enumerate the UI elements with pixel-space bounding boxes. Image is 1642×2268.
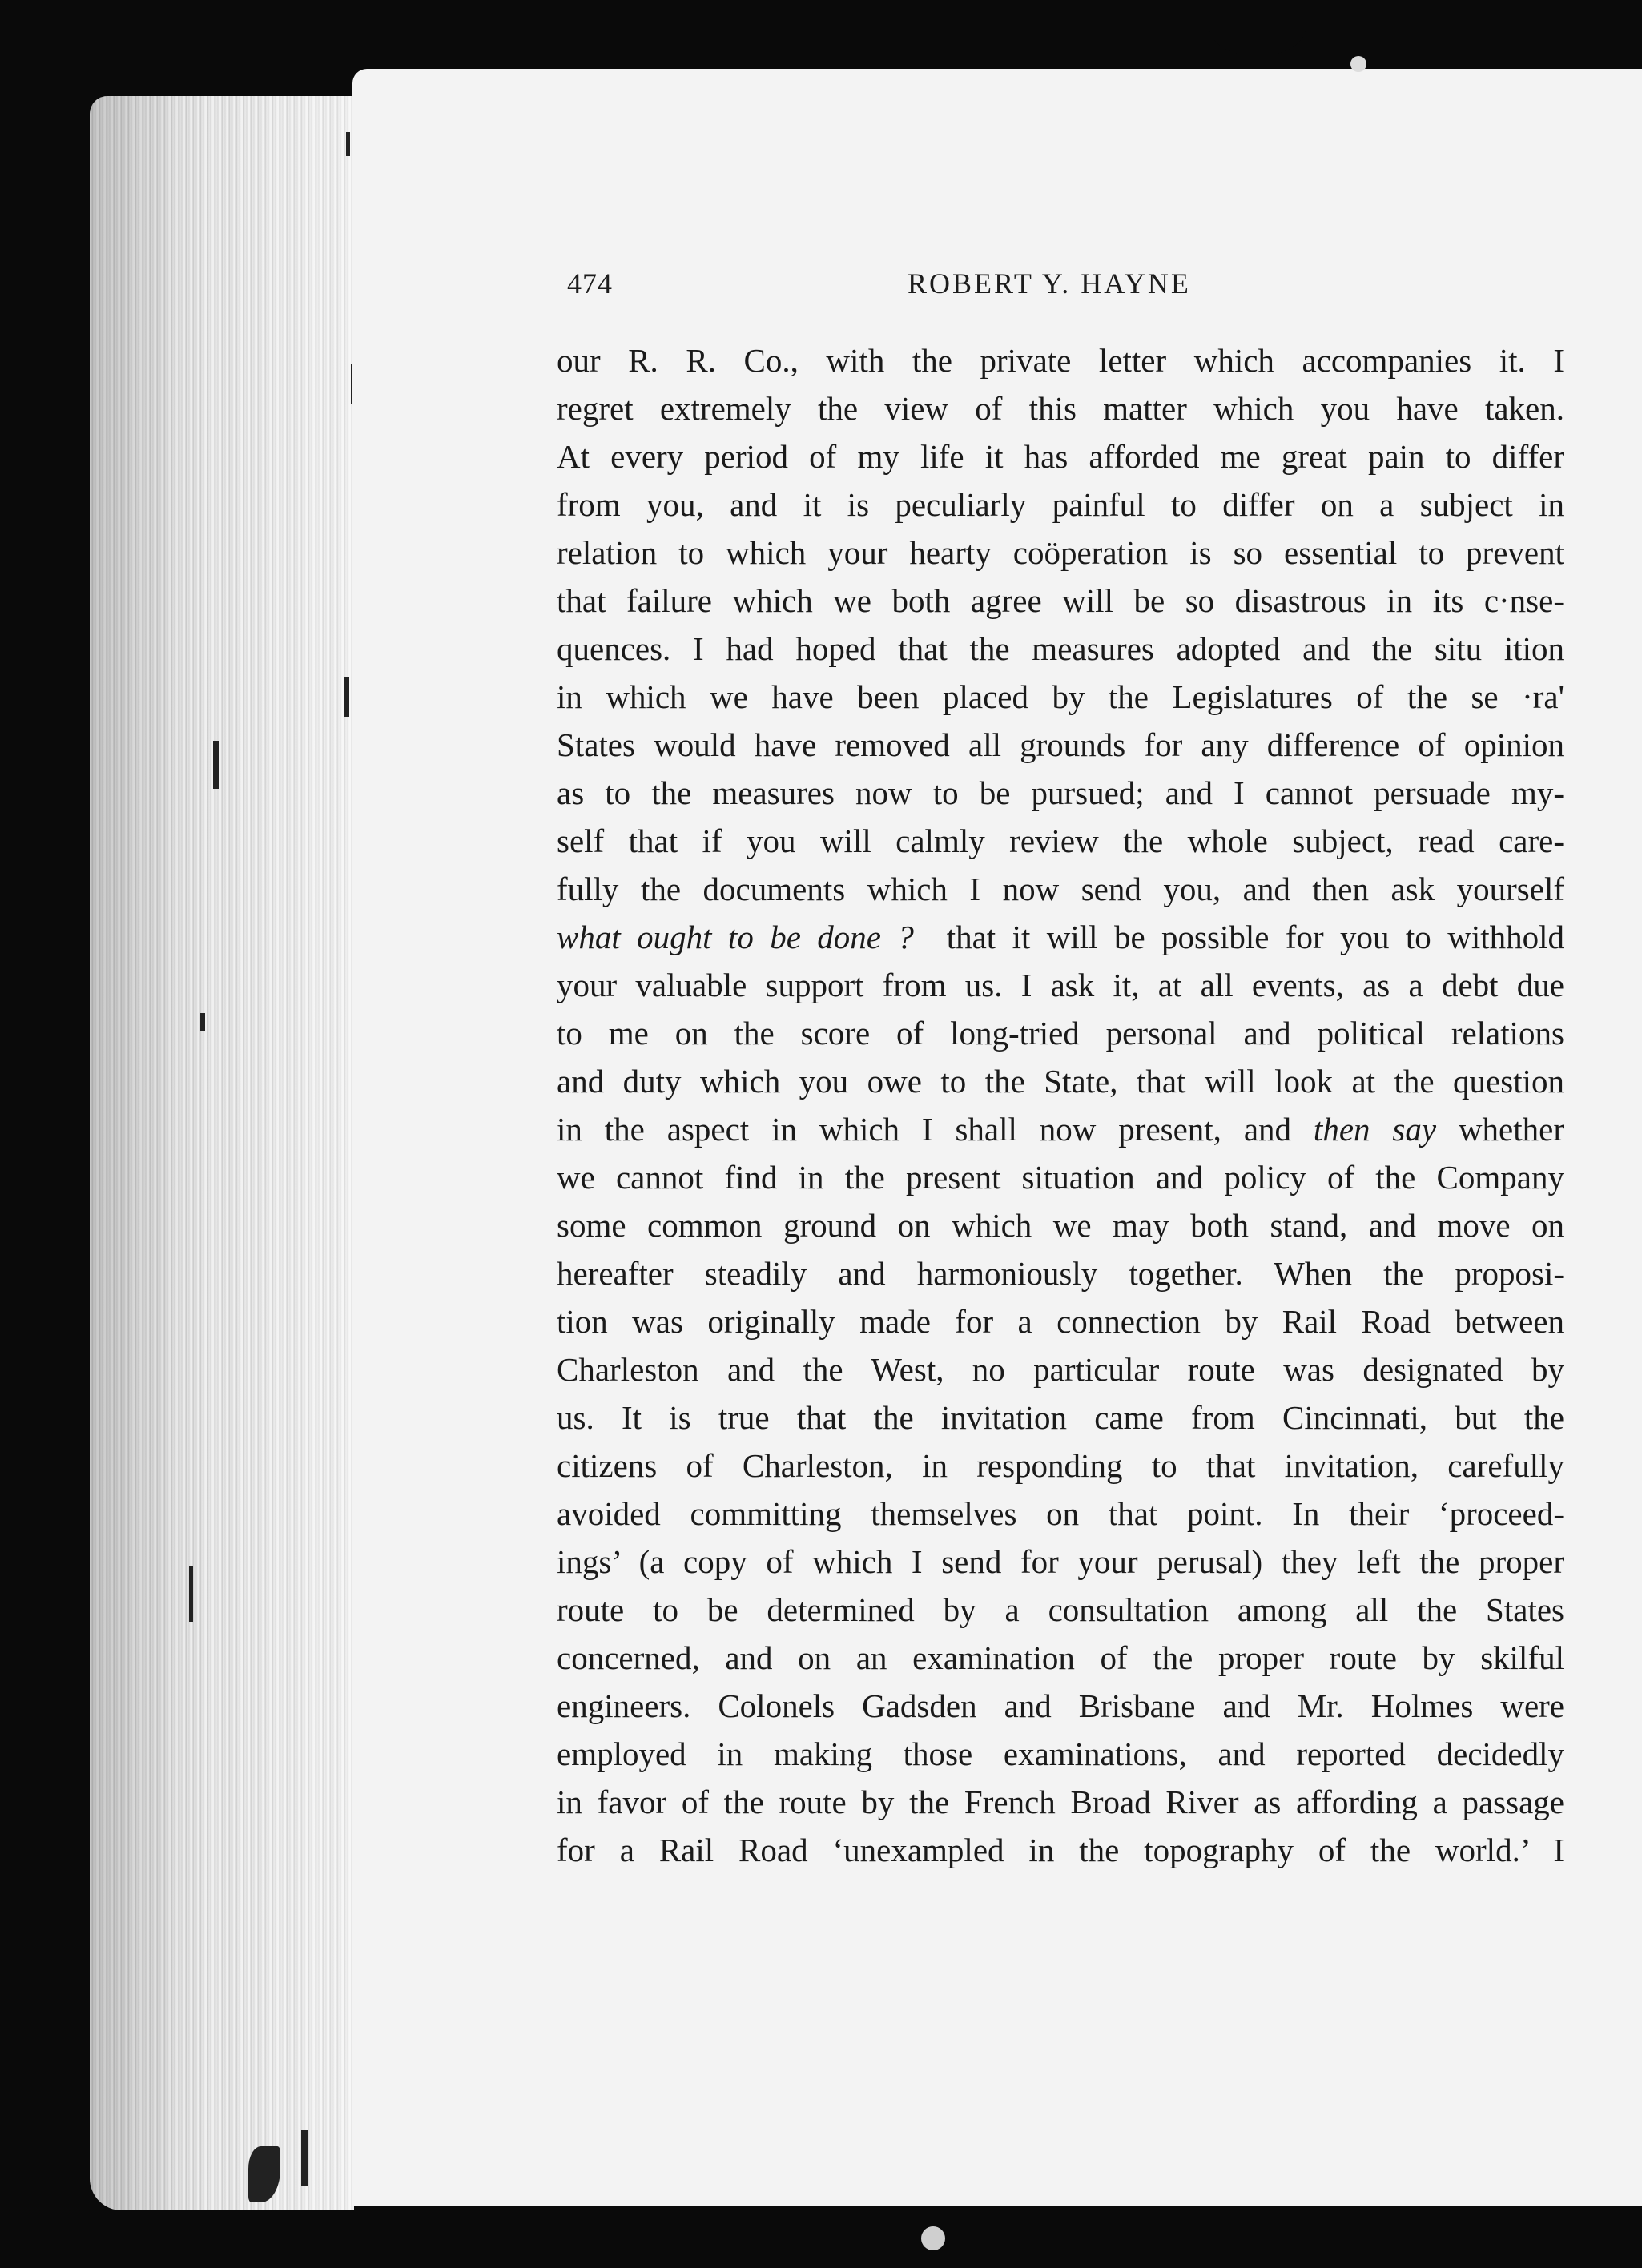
- edge-mark: [213, 741, 219, 789]
- text-line: self that if you will calmly review the whole subject, read care-: [557, 822, 1564, 859]
- text-line: as to the measures now to be pursued; and I cannot persuade my-: [557, 774, 1564, 811]
- scan-smudge: [1350, 56, 1366, 72]
- text-line: for a Rail Road ‘unexampled in the topography of the world.’ I: [557, 1832, 1564, 1868]
- page-number: 474: [567, 267, 613, 300]
- text-fragment: that it will be possible for you to withhold: [946, 919, 1564, 955]
- text-line: fully the documents which I now send you, and then ask yourself: [557, 871, 1564, 907]
- edge-mark: [344, 677, 349, 717]
- text-line: your valuable support from us. I ask it, at all events, as a debt due: [557, 967, 1564, 1003]
- text-line: concerned, and on an examination of the proper route by skilful: [557, 1639, 1564, 1676]
- text-line: avoided committing themselves on that point. In their ‘proceed-: [557, 1495, 1564, 1532]
- text-line: our R. R. Co., with the private letter which accompanies it. I: [557, 342, 1564, 379]
- fore-edge-shading: [90, 96, 354, 2210]
- text-line: Charleston and the West, no particular route was designated by: [557, 1351, 1564, 1388]
- text-fragment: in the aspect in which I shall now present, and: [557, 1111, 1292, 1148]
- text-line: and duty which you owe to the State, that will look at the question: [557, 1063, 1564, 1100]
- running-head: [567, 267, 1568, 307]
- scan-smudge: [921, 2226, 945, 2250]
- text-line: engineers. Colonels Gadsden and Brisbane and Mr. Holmes were: [557, 1687, 1564, 1724]
- edge-mark: [301, 2130, 308, 2186]
- text-line: tion was originally made for a connection by Rail Road between: [557, 1303, 1564, 1340]
- text-line-with-italic: [557, 1105, 1564, 1153]
- italic-phrase: then say: [1313, 1111, 1437, 1148]
- text-fragment: whether: [1458, 1111, 1565, 1148]
- text-line: employed in making those examinations, and reported decidedly: [557, 1735, 1564, 1772]
- text-line-with-italic: [557, 913, 1564, 961]
- text-line: us. It is true that the invitation came from Cincinnati, but the: [557, 1399, 1564, 1436]
- running-title: ROBERT Y. HAYNE: [908, 267, 1191, 300]
- edge-mark: [346, 132, 350, 156]
- body-text: [557, 336, 1564, 1874]
- text-line: in which we have been placed by the Legislatures of the se ·ra': [557, 678, 1564, 715]
- text-line: regret extremely the view of this matter which you have taken.: [557, 390, 1564, 427]
- text-line: ings’ (a copy of which I send for your perusal) they left the proper: [557, 1543, 1564, 1580]
- text-line: we cannot find in the present situation and policy of the Company: [557, 1159, 1564, 1196]
- text-line: route to be determined by a consultation among all the States: [557, 1591, 1564, 1628]
- text-line: States would have removed all grounds for any difference of opinion: [557, 726, 1564, 763]
- text-line: citizens of Charleston, in responding to that invitation, carefully: [557, 1447, 1564, 1484]
- text-line: from you, and it is peculiarly painful to differ on a subject in: [557, 486, 1564, 523]
- text-line: At every period of my life it has afforded me great pain to differ: [557, 438, 1564, 475]
- italic-phrase: what ought to be done ?: [557, 919, 914, 955]
- text-line: that failure which we both agree will be so disastrous in its c·nse-: [557, 582, 1564, 619]
- text-line: in favor of the route by the French Broad River as affording a passage: [557, 1783, 1564, 1820]
- edge-mark: [200, 1013, 205, 1031]
- edge-mark: [189, 1566, 193, 1622]
- text-line: to me on the score of long-tried personal and political relations: [557, 1015, 1564, 1052]
- scan-smudge: [1209, 0, 1306, 56]
- text-line: quences. I had hoped that the measures adopted and the situ ition: [557, 630, 1564, 667]
- text-line: relation to which your hearty coöperation is so essential to prevent: [557, 534, 1564, 571]
- text-line: hereafter steadily and harmoniously together. When the proposi-: [557, 1255, 1564, 1292]
- text-line: some common ground on which we may both stand, and move on: [557, 1207, 1564, 1244]
